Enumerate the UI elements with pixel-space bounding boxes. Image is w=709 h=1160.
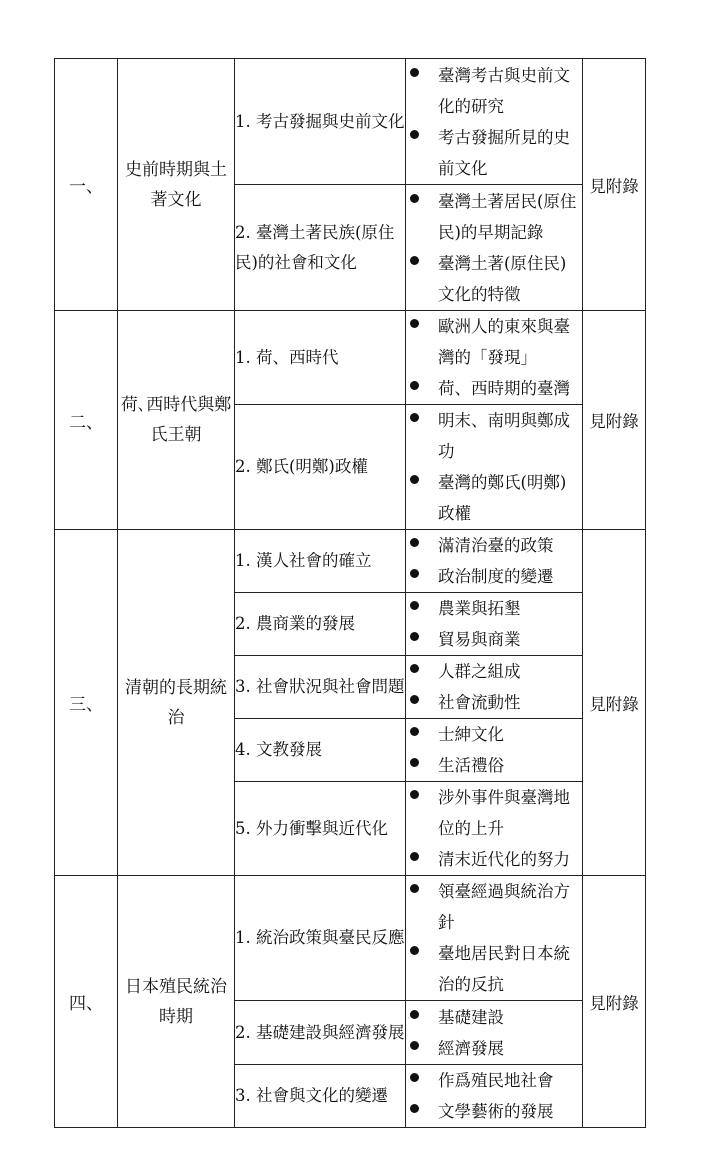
topic-items [406, 593, 583, 656]
list-item [406, 1033, 582, 1064]
unit-theme: 清朝的長期統治 [118, 530, 235, 876]
table-row [55, 311, 646, 405]
item-text: 社會流動性 [438, 693, 521, 712]
bullet-icon [406, 1065, 438, 1096]
list-item [406, 561, 582, 592]
item-text: 涉外事件與臺灣地位的上升 [438, 788, 570, 838]
bullet-icon [406, 561, 438, 592]
topic-title: 1. 荷、西時代 [235, 311, 406, 405]
item-text: 生活禮俗 [438, 756, 504, 775]
topic-title: 5. 外力衝擊與近代化 [235, 782, 406, 876]
unit-theme: 日本殖民統治時期 [118, 876, 235, 1128]
topic-title: 1. 統治政策與臺民反應 [235, 876, 406, 1001]
topic-items [406, 530, 583, 593]
list-item [406, 1096, 582, 1127]
table-row [55, 876, 646, 1001]
bullet-icon [406, 1096, 438, 1127]
bullet-icon [406, 938, 438, 1000]
list-item [406, 1065, 582, 1096]
list-item [406, 782, 582, 844]
list-item [406, 938, 582, 1000]
list-item [406, 60, 582, 122]
item-text: 士紳文化 [438, 725, 504, 744]
table-row [55, 59, 646, 185]
list-item [406, 1002, 582, 1033]
bullet-icon [406, 1033, 438, 1064]
item-text: 基礎建設 [438, 1007, 504, 1027]
syllabus-table [54, 58, 646, 1128]
unit-number: 二、 [55, 311, 118, 530]
item-text: 貿易與商業 [438, 630, 521, 649]
reference-cell: 見附錄 [583, 59, 646, 311]
topic-items [406, 405, 583, 530]
bullet-icon [406, 844, 438, 875]
bullet-icon [406, 782, 438, 844]
bullet-icon [406, 530, 438, 561]
bullet-icon [406, 467, 438, 529]
bullet-icon [406, 593, 438, 624]
item-text: 臺地居民對日本統治的反抗 [438, 944, 570, 994]
bullet-icon [406, 876, 438, 938]
unit-theme: 史前時期與土著文化 [118, 59, 235, 311]
unit-number: 三、 [55, 530, 118, 876]
bullet-icon [406, 186, 438, 248]
topic-items [406, 311, 583, 405]
item-text: 荷、西時期的臺灣 [438, 379, 570, 398]
topic-title: 1. 漢人社會的確立 [235, 530, 406, 593]
unit-number: 四、 [55, 876, 118, 1128]
item-text: 滿清治臺的政策 [438, 536, 554, 555]
topic-items [406, 59, 583, 185]
unit-theme: 荷､西時代與鄭氏王朝 [118, 311, 235, 530]
topic-items [406, 185, 583, 311]
reference-cell: 見附錄 [583, 311, 646, 530]
bullet-icon [406, 122, 438, 184]
bullet-icon [406, 373, 438, 404]
item-text: 清末近代化的努力 [438, 850, 570, 869]
item-text: 考古發掘所見的史前文化 [438, 127, 570, 178]
list-item [406, 624, 582, 655]
list-item [406, 405, 582, 467]
topic-title: 2. 農商業的發展 [235, 593, 406, 656]
reference-cell: 見附錄 [583, 876, 646, 1128]
topic-items [406, 1065, 583, 1128]
topic-title: 2. 基礎建設與經濟發展 [235, 1001, 406, 1065]
bullet-icon [406, 719, 438, 750]
topic-items [406, 1001, 583, 1065]
topic-title: 4. 文教發展 [235, 719, 406, 782]
list-item [406, 719, 582, 750]
item-text: 政治制度的變遷 [438, 567, 554, 586]
item-text: 臺灣考古與史前文化的研究 [438, 65, 570, 116]
topic-items [406, 782, 583, 876]
reference-cell: 見附錄 [583, 530, 646, 876]
list-item [406, 656, 582, 687]
topic-items [406, 656, 583, 719]
item-text: 經濟發展 [438, 1038, 504, 1058]
bullet-icon [406, 60, 438, 122]
bullet-icon [406, 1002, 438, 1033]
list-item [406, 530, 582, 561]
list-item [406, 844, 582, 875]
list-item [406, 186, 582, 248]
topic-title: 2. 鄭氏(明鄭)政權 [235, 405, 406, 530]
list-item [406, 593, 582, 624]
list-item [406, 687, 582, 718]
bullet-icon [406, 656, 438, 687]
list-item [406, 248, 582, 310]
topic-title: 1. 考古發掘與史前文化 [235, 59, 406, 185]
item-text: 文學藝術的發展 [438, 1102, 554, 1121]
item-text: 臺灣的鄭氏(明鄭)政權 [438, 473, 567, 523]
list-item [406, 122, 582, 184]
list-item [406, 876, 582, 938]
bullet-icon [406, 405, 438, 467]
topic-title: 3. 社會與文化的變遷 [235, 1065, 406, 1128]
bullet-icon [406, 750, 438, 781]
item-text: 臺灣土著居民(原住民)的早期記錄 [438, 191, 577, 242]
unit-number: 一、 [55, 59, 118, 311]
bullet-icon [406, 687, 438, 718]
item-text: 人群之組成 [438, 662, 521, 681]
list-item [406, 311, 582, 373]
item-text: 農業與拓墾 [438, 599, 521, 618]
item-text: 臺灣土著(原住民)文化的特徵 [438, 253, 567, 304]
bullet-icon [406, 311, 438, 373]
item-text: 作爲殖民地社會 [438, 1071, 554, 1090]
item-text: 歐洲人的東來與臺灣的「發現」 [438, 317, 570, 367]
topic-items [406, 876, 583, 1001]
topic-items [406, 719, 583, 782]
item-text: 領臺經過與統治方針 [438, 882, 570, 932]
bullet-icon [406, 248, 438, 310]
list-item [406, 750, 582, 781]
topic-title: 3. 社會狀況與社會問題 [235, 656, 406, 719]
item-text: 明末、南明與鄭成功 [438, 411, 570, 461]
list-item [406, 467, 582, 529]
topic-title: 2. 臺灣土著民族(原住民)的社會和文化 [235, 185, 406, 311]
bullet-icon [406, 624, 438, 655]
list-item [406, 373, 582, 404]
table-row [55, 530, 646, 593]
